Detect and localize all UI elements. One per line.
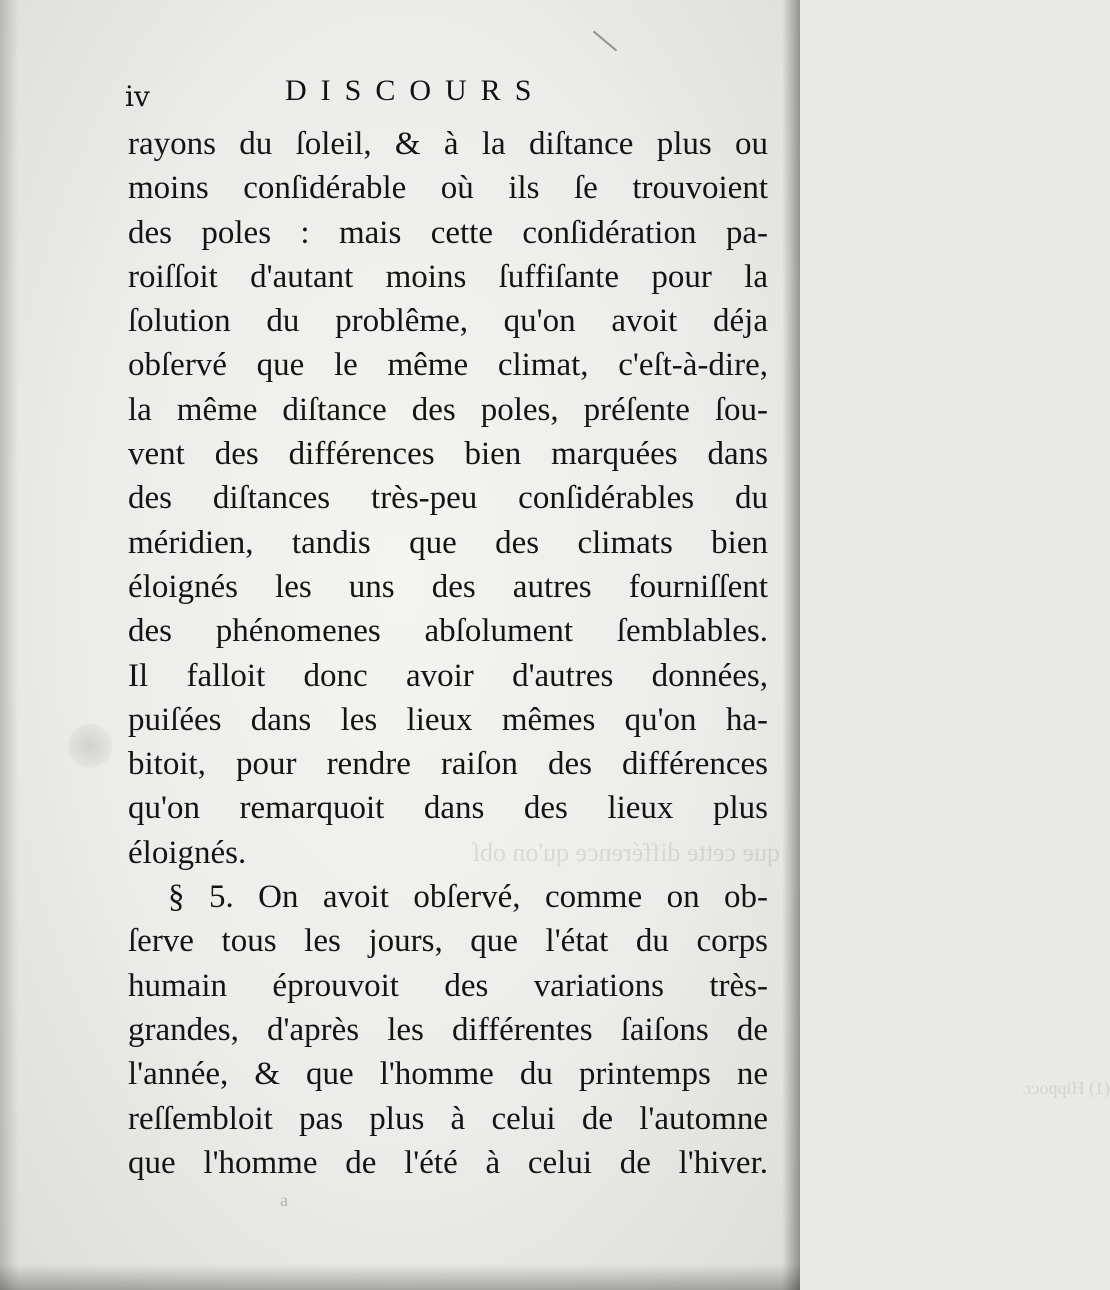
- ink-spot: [68, 724, 112, 768]
- text-line: des diſtances très-peu conſidérables du: [128, 480, 768, 517]
- text-line: éloignés les uns des autres fourniſſent: [128, 568, 768, 605]
- text-line: vent des différences bien marquées dans: [128, 436, 768, 473]
- page-number: iv: [125, 80, 150, 113]
- text-line: reſſembloit pas plus à celui de l'automne: [128, 1100, 768, 1137]
- bottom-page-edge: [0, 1264, 800, 1290]
- text-line: grandes, d'après les différentes ſaiſons de: [128, 1011, 768, 1048]
- left-page-edge: [0, 0, 18, 1290]
- text-line: que l'homme de l'été à celui de l'hiver.: [128, 1144, 768, 1181]
- running-head: DISCOURS: [285, 74, 546, 107]
- text-line: roiſſoit d'autant moins ſuffiſante pour la: [128, 258, 768, 295]
- paragraph-end-line: éloignés.: [128, 834, 247, 871]
- signature-mark: a: [280, 1190, 288, 1210]
- text-line: humain éprouvoit des variations très-: [128, 967, 768, 1004]
- text-line: méridien, tandis que des climats bien: [128, 524, 768, 561]
- text-line: moins conſidérable où ils ſe trouvoient: [128, 170, 768, 207]
- section-5-start: § 5. On avoit obſervé, comme on ob-: [168, 879, 768, 916]
- text-line: des poles : mais cette conſidération pa-: [128, 214, 768, 251]
- bleed-through-footnote: (1) Hippocr.: [1022, 1078, 1110, 1098]
- text-line: puiſées dans les lieux mêmes qu'on ha-: [128, 701, 768, 738]
- text-line: des phénomenes abſolument ſemblables.: [128, 613, 768, 650]
- stray-ink-mark: [593, 31, 617, 52]
- text-line: bitoit, pour rendre raiſon des différences: [128, 746, 768, 783]
- text-line: Il falloit donc avoir d'autres données,: [128, 657, 768, 694]
- body-text: [128, 122, 768, 1185]
- page-header: [125, 74, 645, 124]
- bleed-through-text: que cette différence qu'on obſ: [472, 838, 780, 867]
- text-line: la même diſtance des poles, préſente ſou-: [128, 391, 768, 428]
- text-line: qu'on remarquoit dans des lieux plus: [128, 790, 768, 827]
- text-line: obſervé que le même climat, c'eſt-à-dire,: [128, 347, 768, 384]
- text-line: rayons du ſoleil, & à la diſtance plus ou: [128, 126, 768, 162]
- text-line: ſolution du problême, qu'on avoit déja: [128, 303, 768, 340]
- text-line: l'année, & que l'homme du printemps ne: [128, 1056, 768, 1093]
- text-line: ſerve tous les jours, que l'état du corps: [128, 923, 768, 960]
